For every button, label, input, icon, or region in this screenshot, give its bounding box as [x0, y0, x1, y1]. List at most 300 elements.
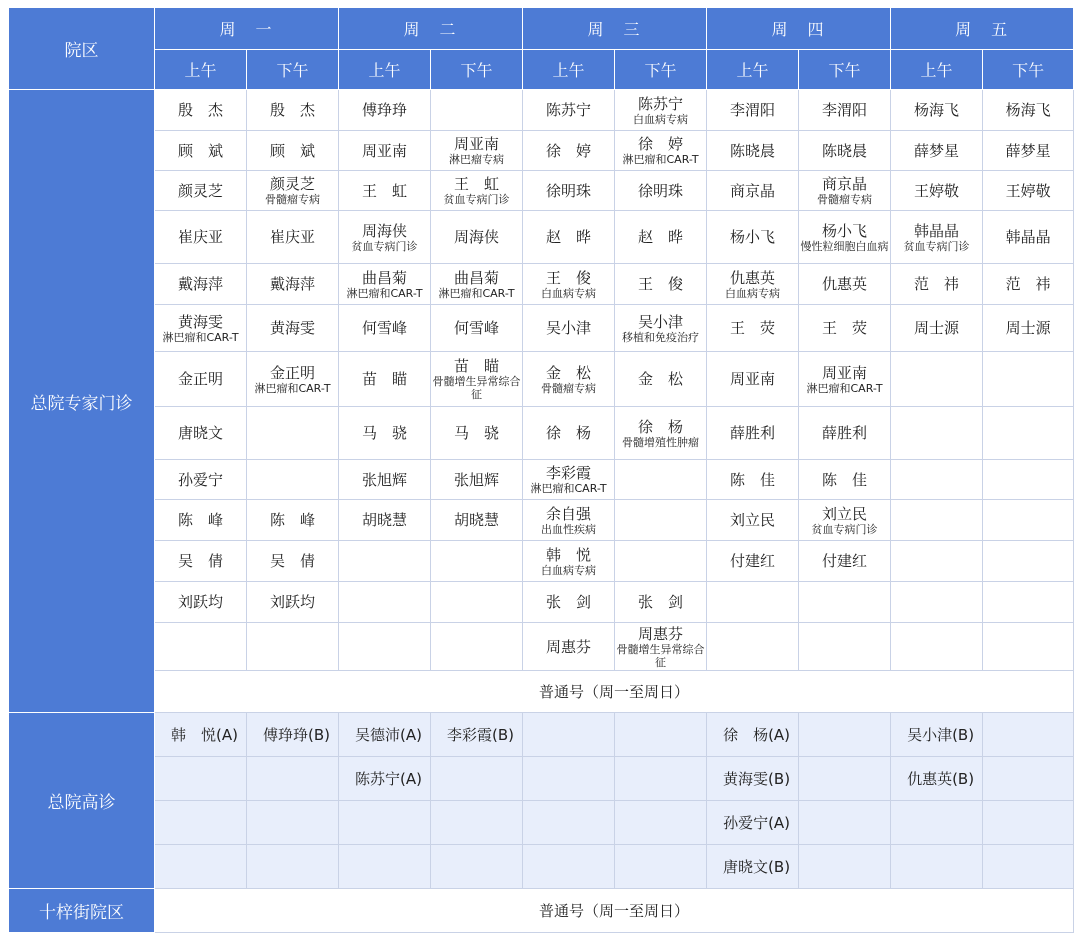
doctor-cell	[983, 407, 1074, 460]
gaozhen-doctor-cell: 吴德沛(A)	[339, 713, 431, 757]
doctor-name: 李彩霞	[546, 464, 592, 482]
gaozhen-doctor-cell	[431, 845, 523, 889]
doctor-cell	[339, 582, 431, 623]
doctor-cell	[431, 500, 523, 541]
half-day-header: 上午	[707, 50, 799, 90]
gaozhen-doctor-cell	[891, 845, 983, 889]
doctor-cell	[799, 623, 891, 671]
doctor-name: 颜灵芝	[177, 181, 223, 200]
doctor-name: 曲昌菊	[454, 268, 500, 287]
doctor-name: 范 祎	[914, 275, 960, 293]
doctor-cell	[523, 582, 615, 623]
doctor-cell	[339, 623, 431, 671]
doctor-name: 陈 佳	[730, 470, 776, 489]
doctor-cell	[523, 500, 615, 541]
doctor-cell	[431, 211, 523, 264]
doctor-cell	[431, 582, 523, 623]
doctor-cell	[247, 211, 339, 264]
doctor-name: 颜灵芝	[270, 175, 316, 193]
half-day-header: 下午	[799, 50, 891, 90]
doctor-cell	[523, 264, 615, 305]
doctor-name: 张旭辉	[454, 470, 500, 489]
expert-row	[9, 623, 1074, 671]
expert-row	[9, 460, 1074, 500]
doctor-name: 傅琤琤	[362, 101, 408, 119]
doctor-name: 李渭阳	[822, 101, 868, 119]
doctor-cell	[247, 582, 339, 623]
doctor-cell	[799, 264, 891, 305]
gaozhen-doctor-cell: 李彩霞(B)	[431, 713, 523, 757]
doctor-cell	[523, 541, 615, 582]
gaozhen-doctor-cell: 陈苏宁(A)	[339, 757, 431, 801]
specialty-note: 淋巴瘤和CAR-T	[622, 153, 699, 166]
gaozhen-doctor-cell: 徐 杨(A)	[707, 713, 799, 757]
doctor-name: 陈晓晨	[822, 141, 868, 160]
doctor-cell	[707, 500, 799, 541]
expert-row	[9, 541, 1074, 582]
doctor-name: 戴海萍	[177, 275, 223, 293]
doctor-name: 张旭辉	[362, 470, 408, 489]
doctor-cell	[431, 305, 523, 352]
doctor-cell	[707, 407, 799, 460]
gaozhen-row	[9, 801, 1074, 845]
doctor-name: 苗 瞄	[362, 370, 408, 388]
doctor-cell	[799, 171, 891, 211]
doctor-cell	[155, 623, 247, 671]
gaozhen-doctor-cell: 吴小津(B)	[891, 713, 983, 757]
doctor-cell	[891, 407, 983, 460]
gaozhen-doctor-cell	[615, 713, 707, 757]
doctor-name: 王婷敬	[914, 181, 960, 200]
doctor-cell	[799, 500, 891, 541]
doctor-cell	[339, 264, 431, 305]
doctor-cell	[523, 171, 615, 211]
doctor-name: 韩 悦	[546, 545, 592, 564]
expert-row	[9, 264, 1074, 305]
gaozhen-doctor-cell	[155, 757, 247, 801]
doctor-cell	[155, 541, 247, 582]
doctor-cell	[247, 305, 339, 352]
doctor-cell	[339, 305, 431, 352]
doctor-cell	[615, 352, 707, 407]
doctor-name: 孙爱宁	[177, 470, 223, 489]
doctor-cell	[247, 541, 339, 582]
doctor-cell	[155, 460, 247, 500]
doctor-cell	[707, 131, 799, 171]
doctor-name: 崔庆亚	[270, 228, 316, 246]
doctor-cell	[615, 131, 707, 171]
doctor-name: 何雪峰	[454, 319, 500, 337]
doctor-cell	[431, 264, 523, 305]
doctor-name: 周士源	[914, 319, 960, 337]
gaozhen-doctor-cell	[431, 757, 523, 801]
doctor-name: 戴海萍	[270, 275, 316, 293]
doctor-cell	[615, 407, 707, 460]
doctor-name: 薛梦星	[1005, 141, 1051, 160]
doctor-name: 曲昌菊	[362, 268, 408, 287]
expert-row	[9, 90, 1074, 131]
doctor-cell	[799, 305, 891, 352]
doctor-cell	[891, 305, 983, 352]
doctor-name: 陈苏宁	[638, 94, 684, 113]
gaozhen-doctor-cell	[799, 845, 891, 889]
doctor-cell	[155, 264, 247, 305]
specialty-note: 慢性粒细胞白血病	[800, 239, 889, 253]
doctor-cell	[799, 582, 891, 623]
doctor-cell	[891, 582, 983, 623]
gaozhen-doctor-cell: 仇惠英(B)	[891, 757, 983, 801]
doctor-name: 余自强	[546, 504, 592, 523]
gaozhen-doctor-cell	[983, 845, 1074, 889]
doctor-name: 王婷敬	[1005, 181, 1051, 200]
gaozhen-doctor-cell	[339, 801, 431, 845]
gaozhen-doctor-cell: 唐晓文(B)	[707, 845, 799, 889]
doctor-cell	[247, 131, 339, 171]
doctor-cell	[339, 171, 431, 211]
specialty-note: 淋巴瘤和CAR-T	[162, 330, 239, 344]
specialty-note: 骨髓瘤专病	[541, 381, 597, 395]
half-day-header: 下午	[983, 50, 1074, 90]
gaozhen-doctor-cell	[615, 801, 707, 845]
doctor-name: 周惠芬	[546, 637, 592, 656]
specialty-note: 白血病专病	[541, 563, 597, 577]
doctor-name: 王 荧	[822, 319, 868, 337]
doctor-name: 杨小飞	[730, 228, 776, 246]
doctor-cell	[891, 131, 983, 171]
doctor-name: 徐明珠	[638, 181, 684, 200]
gaozhen-doctor-cell	[615, 845, 707, 889]
doctor-name: 薛胜利	[822, 424, 868, 442]
expert-row	[9, 407, 1074, 460]
doctor-cell	[155, 90, 247, 131]
doctor-name: 顾 斌	[270, 141, 316, 160]
doctor-name: 黄海雯	[177, 312, 223, 331]
gaozhen-doctor-cell	[891, 801, 983, 845]
doctor-name: 周海侠	[454, 228, 500, 246]
doctor-cell	[707, 352, 799, 407]
campus-header: 院区	[9, 8, 155, 90]
doctor-cell	[707, 582, 799, 623]
doctor-name: 王 虹	[454, 175, 500, 193]
gaozhen-doctor-cell	[983, 801, 1074, 845]
doctor-cell	[799, 541, 891, 582]
doctor-cell	[615, 541, 707, 582]
doctor-cell	[707, 171, 799, 211]
specialty-note: 贫血专病门诊	[903, 239, 970, 253]
doctor-cell	[615, 623, 707, 671]
gaozhen-section	[9, 713, 1074, 889]
specialty-note: 贫血专病门诊	[811, 522, 878, 536]
doctor-name: 周亚南	[362, 141, 408, 160]
doctor-name: 王 荧	[730, 319, 776, 337]
doctor-cell	[891, 623, 983, 671]
doctor-cell	[247, 407, 339, 460]
doctor-cell	[983, 305, 1074, 352]
doctor-cell	[431, 171, 523, 211]
doctor-cell	[155, 500, 247, 541]
doctor-cell	[983, 171, 1074, 211]
doctor-name: 陈 峰	[270, 511, 316, 529]
gaozhen-doctor-cell	[247, 757, 339, 801]
doctor-cell	[247, 352, 339, 407]
gaozhen-doctor-cell: 傅琤琤(B)	[247, 713, 339, 757]
doctor-cell	[155, 171, 247, 211]
shizijie-general-number: 普通号（周一至周日）	[155, 889, 1074, 933]
doctor-name: 黄海雯	[270, 319, 316, 337]
doctor-cell	[523, 305, 615, 352]
doctor-name: 马 骁	[454, 424, 500, 442]
specialty-note: 骨髓瘤专病	[817, 193, 873, 206]
doctor-cell	[799, 131, 891, 171]
gaozhen-doctor-cell	[615, 757, 707, 801]
doctor-name: 胡晓慧	[454, 511, 500, 529]
doctor-name: 周亚南	[730, 370, 776, 388]
doctor-name: 吴小津	[546, 319, 592, 337]
doctor-name: 吴 倩	[177, 552, 223, 570]
doctor-name: 周亚南	[822, 363, 868, 382]
doctor-cell	[799, 407, 891, 460]
schedule-table	[8, 7, 1074, 933]
doctor-cell	[983, 131, 1074, 171]
doctor-cell	[615, 264, 707, 305]
doctor-cell	[891, 460, 983, 500]
doctor-cell	[339, 90, 431, 131]
day-header-tue: 周 二	[339, 8, 523, 50]
doctor-name: 王 俊	[638, 275, 684, 293]
doctor-cell	[247, 90, 339, 131]
doctor-cell	[891, 264, 983, 305]
gaozhen-doctor-cell	[247, 845, 339, 889]
half-day-header: 上午	[155, 50, 247, 90]
doctor-name: 薛梦星	[914, 141, 960, 160]
doctor-cell	[339, 131, 431, 171]
doctor-name: 付建红	[822, 552, 868, 570]
gaozhen-doctor-cell	[523, 713, 615, 757]
doctor-name: 吴 倩	[270, 552, 316, 570]
doctor-name: 周亚南	[454, 135, 500, 153]
half-day-header: 下午	[247, 50, 339, 90]
doctor-cell	[983, 211, 1074, 264]
doctor-name: 吴小津	[638, 312, 684, 331]
doctor-cell	[707, 211, 799, 264]
expert-row	[9, 582, 1074, 623]
doctor-name: 王 虹	[362, 181, 408, 200]
gaozhen-doctor-cell	[523, 801, 615, 845]
gaozhen-doctor-cell	[523, 845, 615, 889]
gaozhen-doctor-cell: 孙爱宁(A)	[707, 801, 799, 845]
campus-label-expert: 总院专家门诊	[9, 90, 155, 713]
specialty-note: 骨髓增生异常综合征	[616, 642, 705, 669]
doctor-name: 周海侠	[362, 221, 408, 240]
doctor-name: 陈晓晨	[730, 141, 776, 160]
doctor-name: 刘立民	[730, 511, 776, 529]
specialty-note: 白血病专病	[725, 286, 781, 300]
doctor-name: 徐 杨	[638, 417, 684, 436]
doctor-cell	[431, 407, 523, 460]
doctor-cell	[799, 90, 891, 131]
doctor-name: 李渭阳	[730, 101, 776, 119]
doctor-cell	[615, 211, 707, 264]
doctor-name: 苗 瞄	[454, 357, 500, 375]
doctor-name: 仇惠英	[822, 275, 868, 293]
doctor-name: 韩晶晶	[1005, 228, 1051, 246]
doctor-name: 韩晶晶	[914, 221, 960, 240]
campus-label-gaozhen: 总院高诊	[9, 713, 155, 889]
gaozhen-doctor-cell	[339, 845, 431, 889]
day-header-mon: 周 一	[155, 8, 339, 50]
doctor-name: 金正明	[177, 370, 223, 388]
doctor-cell	[983, 90, 1074, 131]
doctor-cell	[799, 211, 891, 264]
doctor-cell	[523, 623, 615, 671]
doctor-name: 杨海飞	[914, 101, 960, 119]
expert-row	[9, 500, 1074, 541]
gaozhen-doctor-cell	[983, 713, 1074, 757]
doctor-cell	[247, 500, 339, 541]
doctor-cell	[339, 352, 431, 407]
gaozhen-doctor-cell	[155, 845, 247, 889]
expert-row	[9, 305, 1074, 352]
shizijie-section	[9, 889, 1074, 933]
general-number-note: 普通号（周一至周日）	[155, 671, 1074, 713]
doctor-name: 胡晓慧	[362, 511, 408, 529]
gaozhen-doctor-cell	[431, 801, 523, 845]
doctor-cell	[891, 500, 983, 541]
specialty-note: 白血病专病	[541, 286, 597, 300]
doctor-cell	[615, 171, 707, 211]
doctor-cell	[155, 211, 247, 264]
doctor-cell	[707, 90, 799, 131]
doctor-cell	[155, 131, 247, 171]
doctor-cell	[615, 582, 707, 623]
doctor-name: 赵 晔	[638, 228, 684, 246]
doctor-cell	[707, 541, 799, 582]
half-day-header: 上午	[339, 50, 431, 90]
doctor-cell	[431, 460, 523, 500]
gaozhen-doctor-cell	[155, 801, 247, 845]
doctor-cell	[983, 623, 1074, 671]
specialty-note: 骨髓增殖性肿瘤	[622, 435, 700, 449]
doctor-cell	[615, 90, 707, 131]
doctor-cell	[523, 352, 615, 407]
doctor-name: 唐晓文	[177, 424, 223, 442]
gaozhen-row	[9, 757, 1074, 801]
doctor-cell	[983, 541, 1074, 582]
campus-label-shizijie: 十梓街院区	[9, 889, 155, 933]
doctor-cell	[983, 352, 1074, 407]
doctor-name: 范 祎	[1005, 275, 1051, 293]
doctor-name: 周士源	[1005, 319, 1051, 337]
day-header-thu: 周 四	[707, 8, 891, 50]
doctor-cell	[983, 460, 1074, 500]
specialty-note: 贫血专病门诊	[351, 239, 418, 253]
gaozhen-doctor-cell: 黄海雯(B)	[707, 757, 799, 801]
doctor-name: 刘跃均	[270, 593, 316, 611]
doctor-cell	[615, 305, 707, 352]
doctor-name: 陈 峰	[177, 511, 223, 529]
gaozhen-row	[9, 713, 1074, 757]
doctor-cell	[155, 305, 247, 352]
doctor-cell	[707, 623, 799, 671]
doctor-cell	[247, 623, 339, 671]
doctor-name: 徐 婷	[638, 135, 684, 153]
doctor-name: 徐明珠	[546, 181, 592, 200]
doctor-cell	[155, 407, 247, 460]
doctor-name: 金正明	[270, 363, 316, 382]
doctor-cell	[155, 352, 247, 407]
doctor-cell	[431, 352, 523, 407]
specialty-note: 骨髓瘤专病	[265, 193, 320, 206]
doctor-cell	[891, 171, 983, 211]
doctor-cell	[247, 171, 339, 211]
doctor-name: 赵 晔	[546, 228, 592, 246]
doctor-cell	[707, 305, 799, 352]
doctor-cell	[247, 460, 339, 500]
expert-row	[9, 171, 1074, 211]
gaozhen-row	[9, 845, 1074, 889]
gaozhen-doctor-cell	[523, 757, 615, 801]
doctor-name: 周惠芬	[638, 624, 684, 643]
doctor-name: 徐 杨	[546, 424, 592, 442]
doctor-name: 陈苏宁	[546, 101, 592, 119]
doctor-name: 马 骁	[362, 424, 408, 442]
doctor-name: 刘跃均	[177, 593, 223, 611]
doctor-name: 杨海飞	[1005, 101, 1051, 119]
doctor-name: 杨小飞	[822, 221, 868, 240]
gaozhen-doctor-cell	[983, 757, 1074, 801]
doctor-name: 殷 杰	[177, 101, 223, 119]
doctor-cell	[339, 407, 431, 460]
doctor-cell	[339, 211, 431, 264]
doctor-name: 徐 婷	[546, 141, 592, 160]
expert-row	[9, 131, 1074, 171]
doctor-cell	[523, 90, 615, 131]
doctor-cell	[339, 460, 431, 500]
specialty-note: 淋巴瘤和CAR-T	[346, 286, 423, 300]
doctor-cell	[799, 460, 891, 500]
specialty-note: 淋巴瘤和CAR-T	[438, 286, 515, 300]
half-day-header: 上午	[891, 50, 983, 90]
doctor-name: 金 松	[546, 363, 592, 382]
expert-section	[9, 90, 1074, 713]
doctor-cell	[983, 500, 1074, 541]
doctor-name: 殷 杰	[270, 101, 316, 119]
doctor-cell	[247, 264, 339, 305]
doctor-cell	[799, 352, 891, 407]
doctor-cell	[523, 407, 615, 460]
specialty-note: 移植和免疫治疗	[622, 330, 700, 344]
gaozhen-doctor-cell	[799, 713, 891, 757]
doctor-cell	[431, 623, 523, 671]
gaozhen-doctor-cell	[799, 801, 891, 845]
expert-footer-row	[9, 671, 1074, 713]
doctor-name: 崔庆亚	[177, 228, 223, 246]
specialty-note: 淋巴瘤和CAR-T	[530, 482, 607, 495]
doctor-cell	[891, 352, 983, 407]
doctor-name: 王 俊	[546, 268, 592, 287]
doctor-name: 张 剑	[546, 593, 592, 611]
doctor-name: 顾 斌	[177, 141, 223, 160]
doctor-cell	[431, 541, 523, 582]
half-day-header: 下午	[431, 50, 523, 90]
doctor-cell	[155, 582, 247, 623]
doctor-cell	[891, 541, 983, 582]
specialty-note: 淋巴瘤和CAR-T	[254, 381, 331, 395]
doctor-name: 商京晶	[822, 175, 868, 193]
doctor-cell	[339, 500, 431, 541]
doctor-cell	[523, 211, 615, 264]
doctor-name: 仇惠英	[730, 268, 776, 287]
